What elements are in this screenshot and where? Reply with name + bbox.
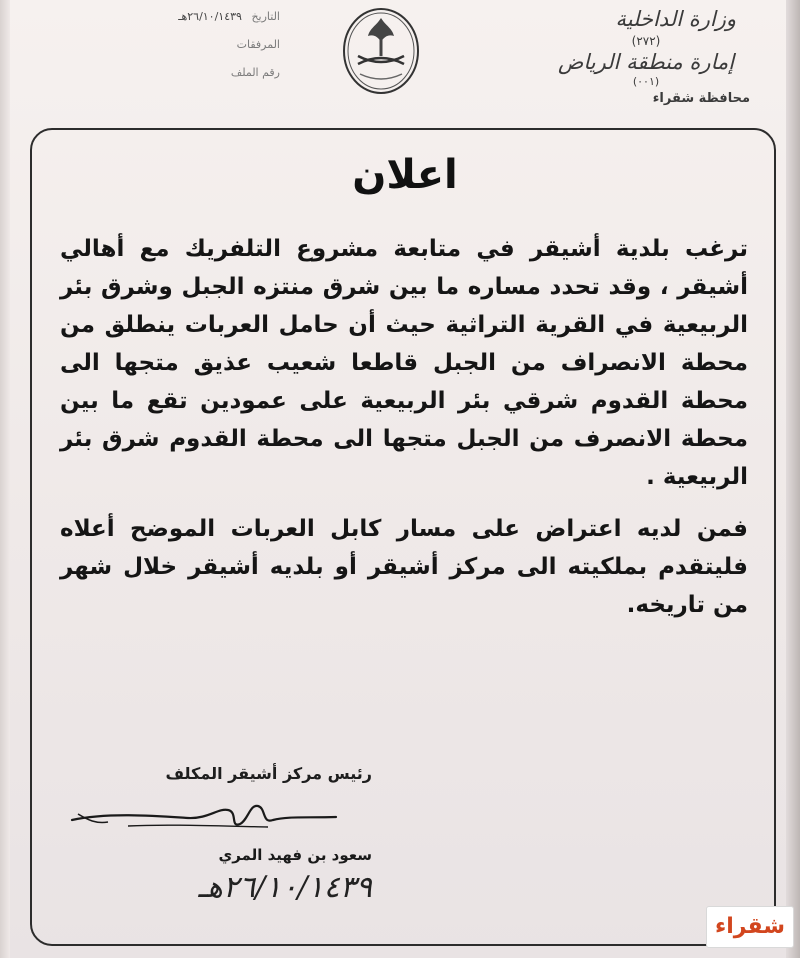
emirate-name: إمارة منطقة الرياض [557,50,735,74]
signatory-name: سعود بن فهيد المري [218,846,372,864]
governorate-name: محافظة شقراء [652,91,750,106]
signatory-role: رئيس مركز أشيقر المكلف [165,764,372,783]
date-row [150,6,280,34]
date-label: التاريخ [251,10,280,23]
signature-date: ٢٦/١٠/١٤٣٩هـ [198,870,372,905]
ministry-code: (٢٧٢) [631,34,661,48]
saudi-emblem-icon [340,4,422,96]
page-edge-right [786,0,800,958]
letterhead-left [150,6,280,90]
emirate-code: (٠٠١) [632,75,660,88]
handwritten-signature-icon [68,790,358,850]
page-edge-left [0,0,10,958]
notice-paragraph-2: فمن لديه اعتراض على مسار كابل العربات الموضح أعلاه فليتقدم بملكيته الى مركز أشيقر أو بلديه أشيقر خلال شهر من تاريخه. [60,516,748,618]
file-number-label: رقم الملف [230,66,280,79]
notice-paragraph-1: ترغب بلدية أشيقر في متابعة مشروع التلفريك مع أهالي أشيقر ، وقد تحدد مساره ما بين شرق منتزه الجبل وشرق بئر الربيعية في القرية التراثية حيث أن حامل العربات ينطلق من محطة الانصراف من الجبل قاطعا شعيب عذيق متجها الى محطة القدوم شرقي بئر الربيعية على عمودين تقع ما بين محطة الانصرف من الجبل متجها الى محطة القدوم شرق بئر الربيعية . [60,236,748,490]
notice-title: اعلان [352,152,458,198]
attachments-row [150,34,280,62]
signatory-details [102,846,372,905]
attachments-label: المرفقات [236,38,280,51]
date-value: ٢٦/١٠/١٤٣٩هـ [178,10,242,23]
letterhead-right [536,4,756,108]
notice-body [60,230,748,624]
file-number-row [150,62,280,90]
notice-frame [30,128,776,946]
watermark-logo: شقراء [706,906,794,948]
signatory-block [102,764,372,783]
ministry-name: وزارة الداخلية [615,7,736,31]
